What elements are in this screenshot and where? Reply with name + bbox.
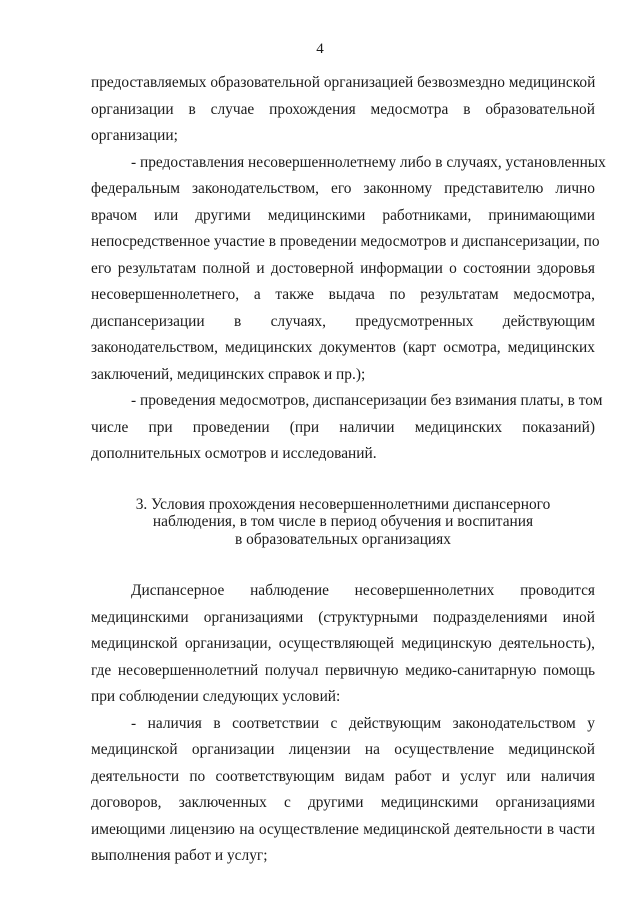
text-line: врачом или другими медицинскими работниками, принимающими <box>91 206 595 224</box>
document-body <box>91 70 606 870</box>
text-line: предоставляемых образовательной организацией безвозмездно медицинской <box>91 74 596 91</box>
text-line: его результатам полной и достоверной информации о состоянии здоровья <box>91 259 595 277</box>
text-line: непосредственное участие в проведении медосмотров и диспансеризации, по <box>91 233 600 250</box>
text-line: деятельности по соответствующим видам работ и услуг или наличия <box>91 767 595 785</box>
text-line: медицинской организации, осуществляющей медицинскую деятельность), <box>91 635 595 652</box>
text-line: несовершеннолетнего, а также выдача по результатам медосмотра, <box>91 286 595 303</box>
text-line: договоров, заключенных с другими медицинскими организациями <box>91 794 595 811</box>
paragraph-provision-of-information <box>91 150 606 389</box>
text-line: числе при проведении (при наличии медицинских показаний) <box>91 418 595 436</box>
text-line: законодательством, медицинских документов (карт осмотра, медицинских <box>91 339 595 356</box>
heading-line: наблюдения, в том числе в период обучения и воспитания <box>152 513 534 530</box>
text-line: - наличия в соответствии с действующим законодательством у <box>131 714 595 732</box>
paragraph-license-condition <box>91 711 595 870</box>
text-line: организации; <box>91 127 178 144</box>
text-line: диспансеризации в случаях, предусмотренных действующим <box>91 312 595 330</box>
page-number: 4 <box>316 41 324 57</box>
text-line: медицинской организации лицензии на осуществление медицинской <box>91 741 595 758</box>
section-heading <box>91 496 595 549</box>
paragraph-dispensary-observation <box>91 578 595 711</box>
paragraph-continuation <box>91 70 595 150</box>
text-line: при соблюдении следующих условий: <box>91 688 341 705</box>
text-line: где несовершеннолетний получал первичную медико-санитарную помощь <box>91 661 595 679</box>
paragraph-free-examinations <box>91 388 603 468</box>
text-line: заключений, медицинских справок и пр.); <box>91 365 366 383</box>
heading-line: в образовательных организациях <box>235 530 451 548</box>
text-line: медицинскими организациями (структурными подразделениями иной <box>91 608 595 626</box>
text-line: Диспансерное наблюдение несовершеннолетних проводится <box>131 582 595 599</box>
text-line: - проведения медосмотров, диспансеризации без взимания платы, в том <box>131 392 603 409</box>
text-line: организации в случае прохождения медосмотра в образовательной <box>91 100 595 118</box>
text-line: федеральным законодательством, его законному представителю лично <box>91 180 595 197</box>
text-line: имеющими лицензию на осуществление медицинской деятельности в части <box>91 820 595 838</box>
text-line: выполнения работ и услуг; <box>91 847 268 864</box>
heading-line: 3. Условия прохождения несовершеннолетними диспансерного <box>135 495 551 513</box>
text-line: дополнительных осмотров и исследований. <box>91 445 377 462</box>
text-line: - предоставления несовершеннолетнему либо в случаях, установленных <box>131 153 606 171</box>
